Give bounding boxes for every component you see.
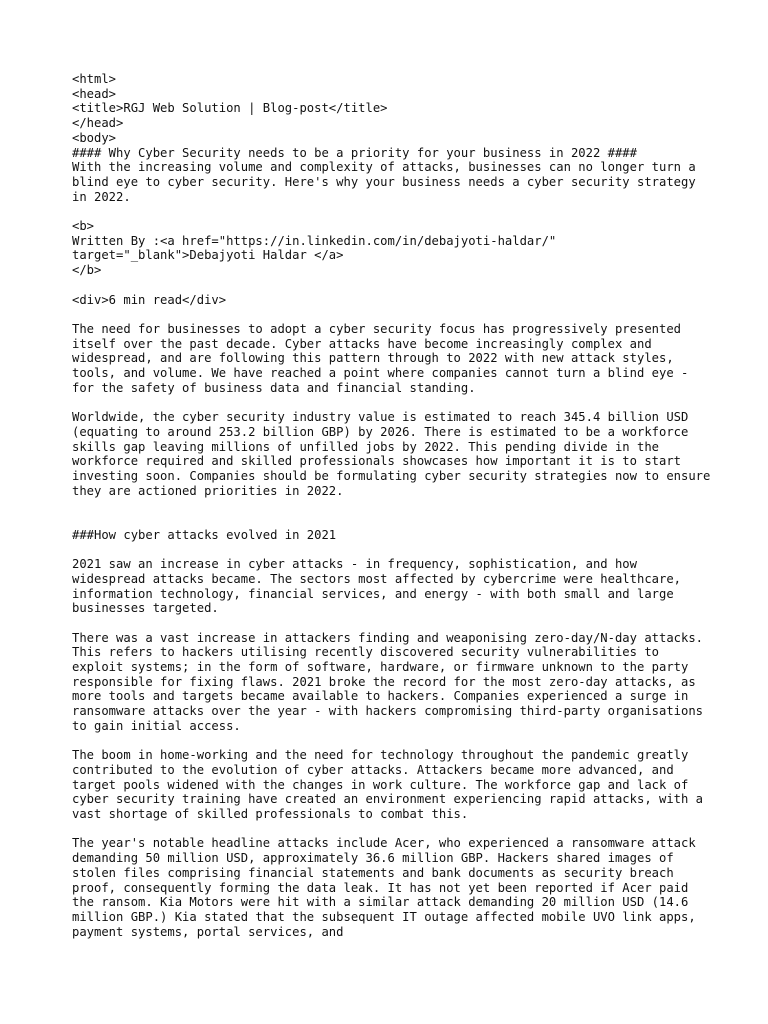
spacer (72, 278, 712, 293)
author-line-2: target="_blank">Debajyoti Haldar </a> (72, 248, 344, 263)
section-paragraph-4: The year's notable headline attacks include Acer, who experienced a ransomware attack demanding 50 million USD, approximately 36.6 million GBP. Hackers shared images of stolen files comprising financial statements and bank documents as security breach proof, consequently forming the data leak. It has not yet been reported if Acer paid the ransom. Kia Motors were hit with a similar attack demanding 20 million USD (14.6 million GBP.) Kia stated that the subsequent IT outage affected mobile UVO link apps, payment systems, portal services, and (72, 836, 704, 939)
code-line-head-close: </head> (72, 116, 124, 131)
code-line-head-open: <head> (72, 86, 117, 101)
spacer (72, 307, 712, 322)
paragraph-2: Worldwide, the cyber security industry value is estimated to reach 345.4 billion USD (equating to around 253.2 billion GBP) by 2026. There is estimated to be a workforce skills gap leaving millions of unfilled jobs by 2022. This pending divide in the workforce required and skilled professionals showcases how important it is to start investing soon. Companies should be formulating cyber security strategies now to ensure they are actioned priorities in 2022. (72, 410, 718, 498)
code-line-b-open: <b> (72, 219, 95, 234)
article-heading: #### Why Cyber Security needs to be a priority for your business in 2022 #### (72, 145, 637, 160)
spacer (72, 616, 712, 631)
section-paragraph-1: 2021 saw an increase in cyber attacks - in frequency, sophistication, and how widespread attacks became. The sectors most affected by cybercrime were healthcare, information technology, financial services, and energy - with both small and large businesses targeted. (72, 557, 689, 616)
code-line-b-close: </b> (72, 263, 102, 278)
spacer (72, 542, 712, 557)
code-line-body-open: <body> (72, 130, 117, 145)
article-intro: With the increasing volume and complexity of attacks, businesses can no longer turn a blind eye to cyber security. Here's why your business needs a cyber security strategy in 2022. (72, 160, 704, 204)
spacer (72, 822, 712, 837)
section-heading: ###How cyber attacks evolved in 2021 (72, 527, 337, 542)
spacer (72, 395, 712, 410)
section-paragraph-2: There was a vast increase in attackers finding and weaponising zero-day/N-day attacks. This refers to hackers utilising recently discovered security vulnerabilities to exploit systems; in the form of software, hardware, or firmware unknown to the party responsible for fixing flaws. 2021 broke the record for the most zero-day attacks, as more tools and targets became available to hackers. Companies experienced a surge in ransomware attacks over the year - with hackers compromising third-party organisations to gain initial access. (72, 630, 711, 733)
spacer (72, 204, 712, 219)
spacer (72, 734, 712, 749)
paragraph-1: The need for businesses to adopt a cyber security focus has progressively presented itself over the past decade. Cyber attacks have become increasingly complex and widespread, and are following this pattern through to 2022 with new attack styles, tools, and volume. We have reached a point where companies cannot turn a blind eye - for the safety of business data and financial standing. (72, 321, 696, 395)
spacer (72, 498, 712, 527)
author-line-1: Written By :<a href="https://in.linkedin.com/in/debajyoti-haldar/" (72, 233, 557, 248)
document-page (72, 72, 718, 939)
section-paragraph-3: The boom in home-working and the need for technology throughout the pandemic greatly contributed to the evolution of cyber attacks. Attackers became more advanced, and target pools widened with the changes in work culture. The workforce gap and lack of cyber security training have created an environment experiencing rapid attacks, with a vast shortage of skilled professionals to combat this. (72, 748, 711, 822)
read-time: <div>6 min read</div> (72, 292, 227, 307)
code-line-title: <title>RGJ Web Solution | Blog-post</title> (72, 101, 388, 116)
code-line-html-open: <html> (72, 72, 117, 86)
